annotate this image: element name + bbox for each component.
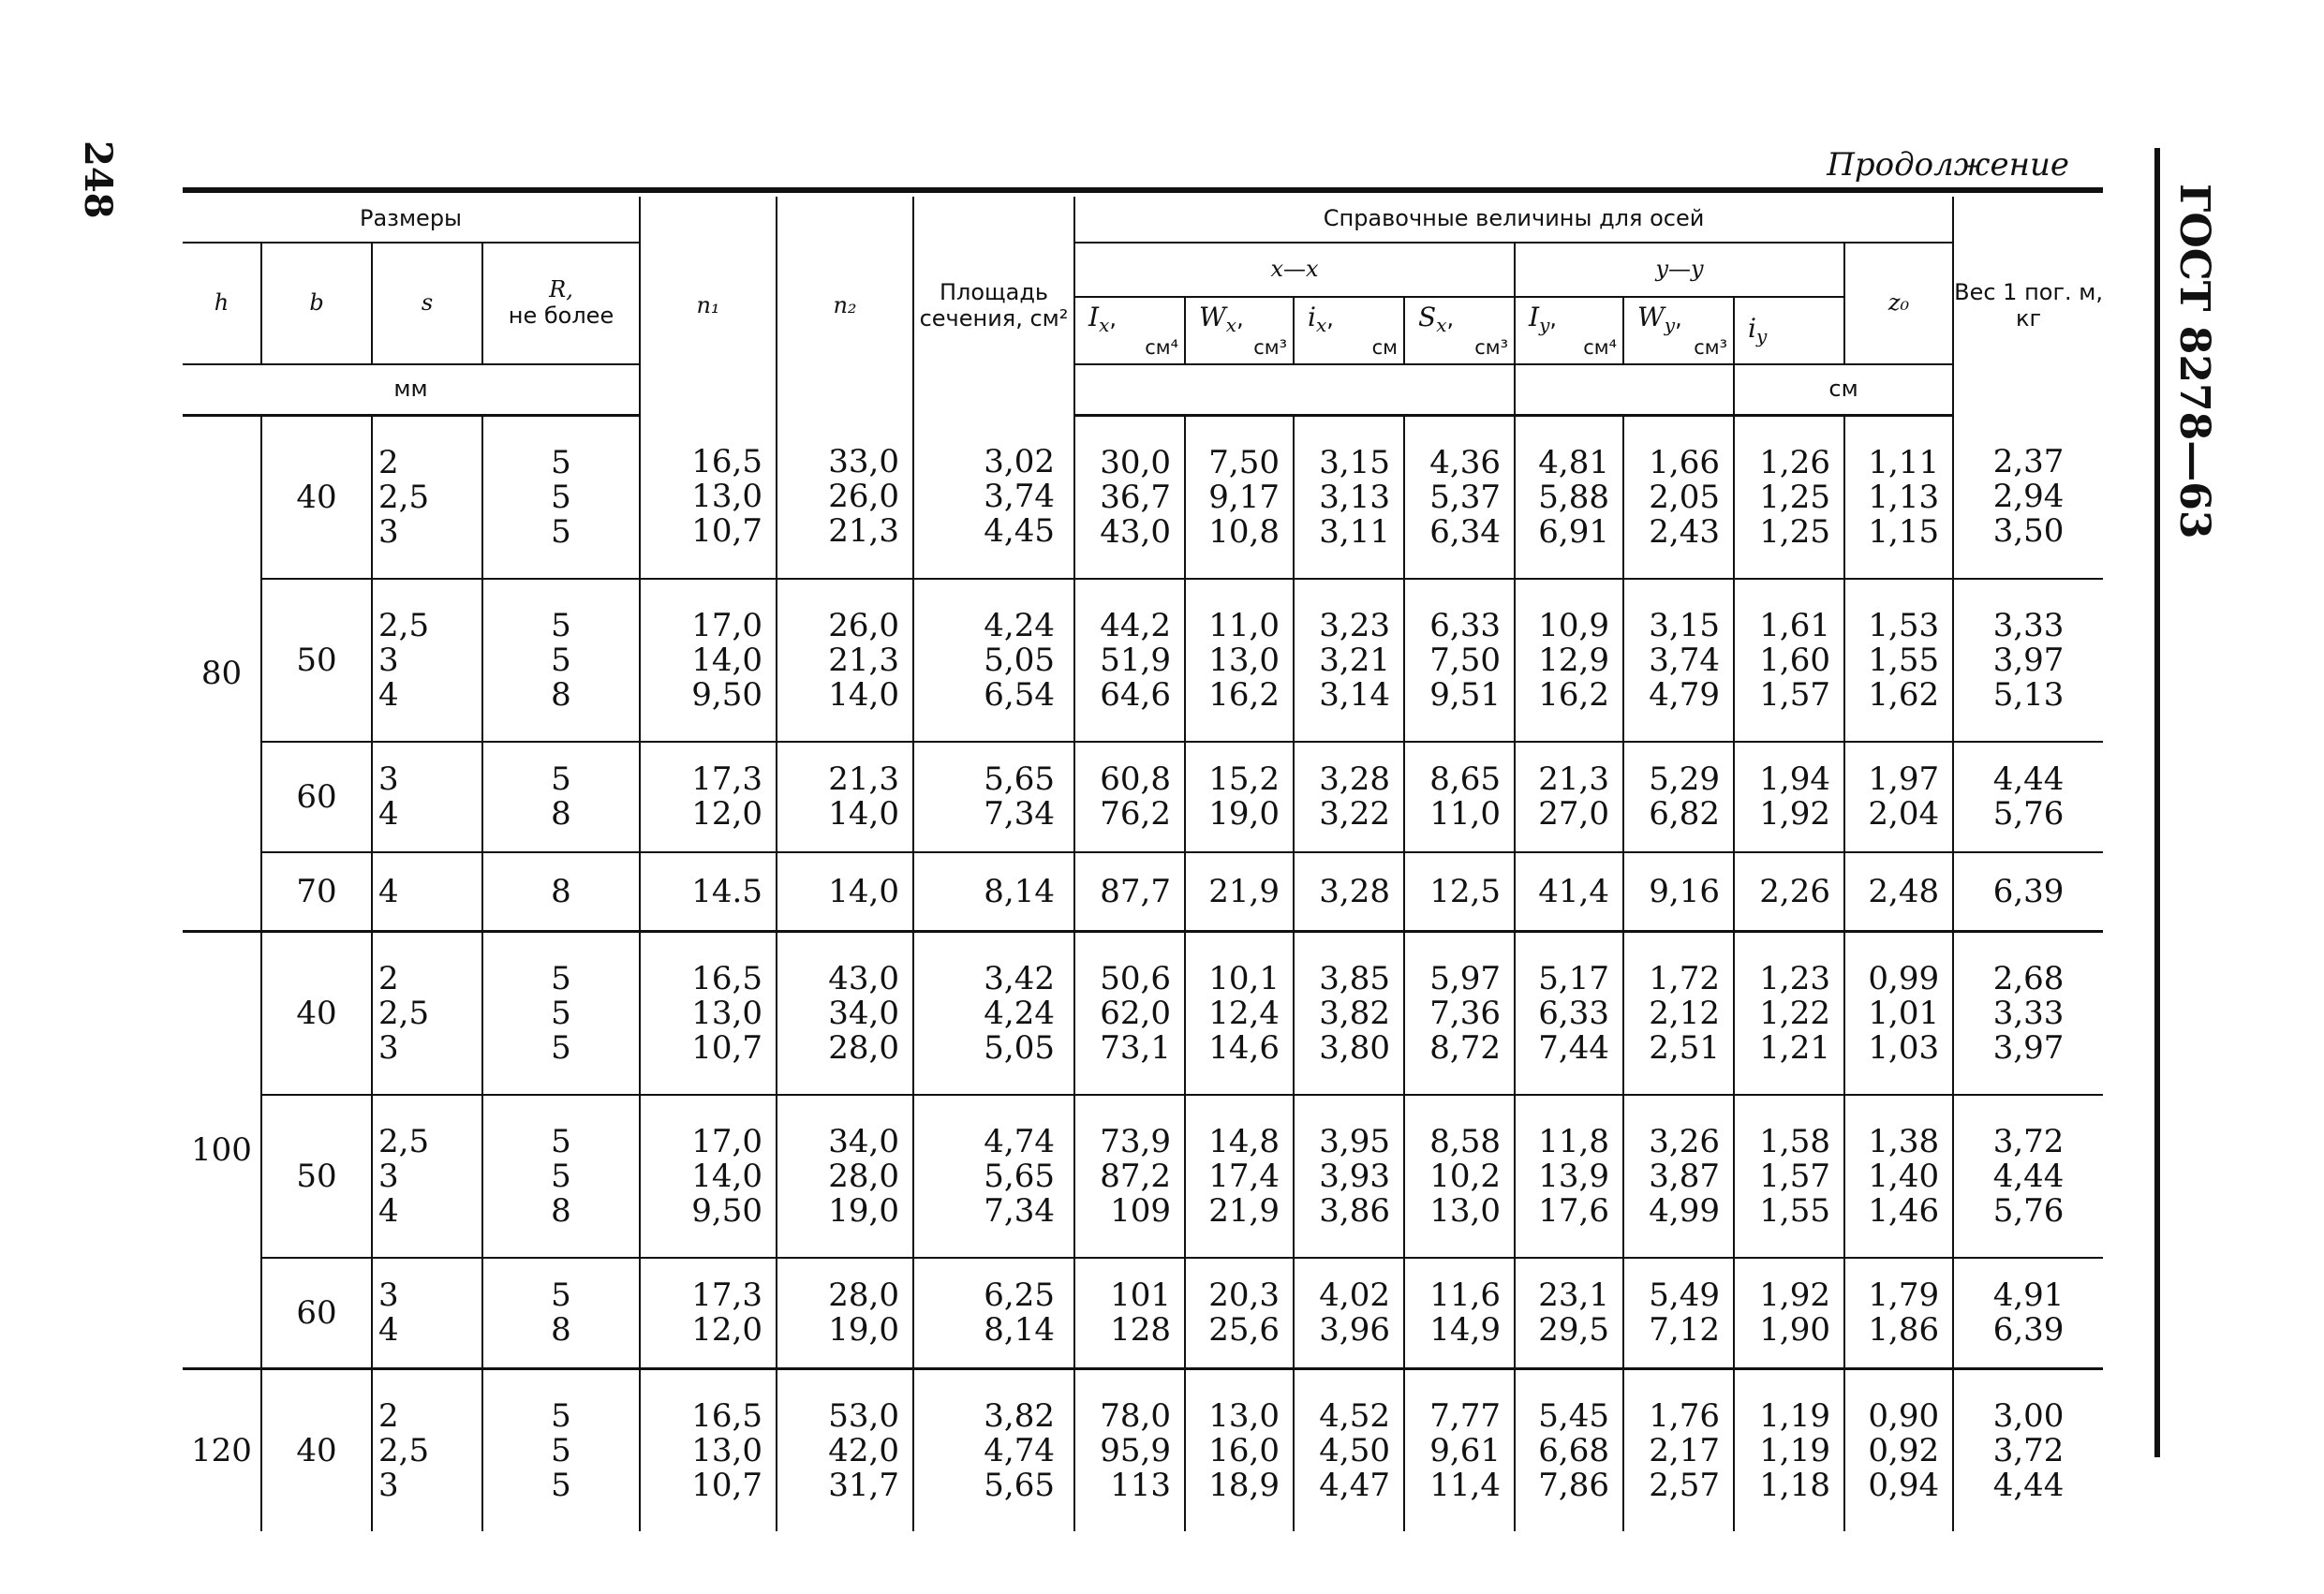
area-cell: 3,82 4,74 5,65 (913, 1369, 1074, 1532)
wy-cell: 9,16 (1623, 852, 1734, 932)
s-cell: 2,5 3 4 (372, 1095, 482, 1258)
z0-cell: 2,48 (1844, 852, 1953, 932)
sx-cell: 7,77 9,61 11,4 (1404, 1369, 1515, 1532)
ix-cell: 101 128 (1074, 1258, 1185, 1369)
sx-cell: 4,36 5,37 6,34 (1404, 416, 1515, 580)
axis-yy-header: y—y (1515, 243, 1844, 297)
table-row (183, 852, 2103, 932)
weight-cell: 2,68 3,33 3,97 (1953, 932, 2103, 1096)
area-cell: 3,42 4,24 5,05 (913, 932, 1074, 1096)
rx-symbol: i (1308, 301, 1316, 332)
rx-cell: 4,52 4,50 4,47 (1294, 1369, 1404, 1532)
n1-cell: 16,5 13,0 10,7 (640, 932, 777, 1096)
rx-cell: 3,28 3,22 (1294, 742, 1404, 852)
ry-cell: 1,19 1,19 1,18 (1734, 1369, 1844, 1532)
ry-symbol: i (1748, 313, 1756, 344)
b-cell: 40 (261, 932, 372, 1096)
wy-subscript: y (1664, 313, 1676, 336)
n1-cell: 17,0 14,0 9,50 (640, 579, 777, 742)
rx-subscript: x (1315, 313, 1327, 336)
iy-cell: 11,8 13,9 17,6 (1515, 1095, 1623, 1258)
mm-header: мм (183, 364, 640, 416)
n2-cell: 14,0 (777, 852, 913, 932)
axis-xx-header: x—x (1074, 243, 1515, 297)
top-rule (183, 187, 2103, 193)
ix-unit: см⁴ (1145, 335, 1178, 359)
b-cell: 40 (261, 1369, 372, 1532)
ry-cell: 1,94 1,92 (1734, 742, 1844, 852)
z0-header: z₀ (1844, 243, 1953, 364)
n2-cell: 53,0 42,0 31,7 (777, 1369, 913, 1532)
b-cell: 50 (261, 579, 372, 742)
r-cell: 5 5 8 (482, 1095, 640, 1258)
table-row (183, 1258, 2103, 1369)
s-cell: 3 4 (372, 742, 482, 852)
b-cell: 40 (261, 416, 372, 580)
ry-cell: 1,23 1,22 1,21 (1734, 932, 1844, 1096)
wx-cell: 11,0 13,0 16,2 (1185, 579, 1294, 742)
n1-header: n₁ (640, 197, 777, 416)
r-cell: 5 8 (482, 742, 640, 852)
ix-cell: 73,9 87,2 109 (1074, 1095, 1185, 1258)
r-symbol: R, (549, 276, 573, 303)
n1-cell: 14.5 (640, 852, 777, 932)
table-row (183, 932, 2103, 1096)
sx-cell: 8,65 11,0 (1404, 742, 1515, 852)
z0-cell: 0,99 1,01 1,03 (1844, 932, 1953, 1096)
wy-cell: 3,15 3,74 4,79 (1623, 579, 1734, 742)
r-cell: 8 (482, 852, 640, 932)
iy-symbol: I (1529, 301, 1540, 332)
wx-subscript: x (1225, 313, 1237, 336)
wx-cell: 14,8 17,4 21,9 (1185, 1095, 1294, 1258)
weight-cell: 3,33 3,97 5,13 (1953, 579, 2103, 742)
b-header: b (261, 243, 372, 364)
b-cell: 50 (261, 1095, 372, 1258)
rx-cell: 3,15 3,13 3,11 (1294, 416, 1404, 580)
iy-cell: 4,81 5,88 6,91 (1515, 416, 1623, 580)
ix-cell: 87,7 (1074, 852, 1185, 932)
sx-header: $S_x$, см³ (1404, 297, 1515, 364)
weight-cell: 4,44 5,76 (1953, 742, 2103, 852)
r-cell: 5 5 5 (482, 1369, 640, 1532)
wx-cell: 7,50 9,17 10,8 (1185, 416, 1294, 580)
rx-cell: 3,85 3,82 3,80 (1294, 932, 1404, 1096)
rx-cell: 3,95 3,93 3,86 (1294, 1095, 1404, 1258)
sx-subscript: x (1436, 313, 1447, 336)
area-header: Площадь сечения, см² (913, 197, 1074, 416)
wy-unit: см³ (1694, 335, 1727, 359)
s-cell: 4 (372, 852, 482, 932)
wx-cell: 13,0 16,0 18,9 (1185, 1369, 1294, 1532)
s-cell: 2 2,5 3 (372, 1369, 482, 1532)
sx-cell: 6,33 7,50 9,51 (1404, 579, 1515, 742)
wy-cell: 1,72 2,12 2,51 (1623, 932, 1734, 1096)
continuation-label: Продолжение (1827, 146, 2069, 184)
table-row (183, 742, 2103, 852)
n1-cell: 17,0 14,0 9,50 (640, 1095, 777, 1258)
ry-cell: 1,61 1,60 1,57 (1734, 579, 1844, 742)
standard-label: ГОСТ 8278—63 (2170, 184, 2218, 539)
wx-cell: 10,1 12,4 14,6 (1185, 932, 1294, 1096)
ix-header: $I_x$, см⁴ (1074, 297, 1185, 364)
iy-unit: см⁴ (1583, 335, 1617, 359)
sx-symbol: S (1418, 301, 1437, 332)
area-cell: 8,14 (913, 852, 1074, 932)
n2-cell: 26,0 21,3 14,0 (777, 579, 913, 742)
sx-cell: 8,58 10,2 13,0 (1404, 1095, 1515, 1258)
iy-cell: 21,3 27,0 (1515, 742, 1623, 852)
table-row (183, 579, 2103, 742)
s-header: s (372, 243, 482, 364)
table-row (183, 1095, 2103, 1258)
weight-cell: 3,72 4,44 5,76 (1953, 1095, 2103, 1258)
area-cell: 6,25 8,14 (913, 1258, 1074, 1369)
yy-units-spacer (1515, 364, 1734, 416)
wy-cell: 1,66 2,05 2,43 (1623, 416, 1734, 580)
table-row (183, 1369, 2103, 1532)
wy-cell: 5,49 7,12 (1623, 1258, 1734, 1369)
weight-cell: 2,37 2,94 3,50 (1953, 416, 2103, 580)
s-cell: 3 4 (372, 1258, 482, 1369)
reference-header: Справочные величины для осей (1074, 197, 1953, 243)
n2-cell: 21,3 14,0 (777, 742, 913, 852)
ix-cell: 78,0 95,9 113 (1074, 1369, 1185, 1532)
iy-cell: 10,9 12,9 16,2 (1515, 579, 1623, 742)
iy-cell: 5,45 6,68 7,86 (1515, 1369, 1623, 1532)
rx-cell: 3,23 3,21 3,14 (1294, 579, 1404, 742)
wy-symbol: W (1637, 301, 1665, 332)
z0-cell: 1,38 1,40 1,46 (1844, 1095, 1953, 1258)
z0-cell: 1,53 1,55 1,62 (1844, 579, 1953, 742)
area-cell: 5,65 7,34 (913, 742, 1074, 852)
area-cell: 4,24 5,05 6,54 (913, 579, 1074, 742)
b-cell: 60 (261, 742, 372, 852)
iy-header: $I_y$, см⁴ (1515, 297, 1623, 364)
xx-units-spacer (1074, 364, 1515, 416)
table-body (183, 416, 2103, 1532)
n1-cell: 17,3 12,0 (640, 1258, 777, 1369)
n1-cell: 16,5 13,0 10,7 (640, 416, 777, 580)
r-note: не более (508, 303, 614, 329)
s-cell: 2 2,5 3 (372, 932, 482, 1096)
h-cell: 80 (183, 416, 261, 932)
h-cell: 100 (183, 932, 261, 1369)
r-header (482, 243, 640, 364)
ix-cell: 50,6 62,0 73,1 (1074, 932, 1185, 1096)
rx-cell: 3,28 (1294, 852, 1404, 932)
rx-unit: см (1371, 335, 1398, 359)
ry-subscript: y (1755, 325, 1768, 347)
n2-cell: 28,0 19,0 (777, 1258, 913, 1369)
ry-cell: 1,26 1,25 1,25 (1734, 416, 1844, 580)
z0-cell: 1,11 1,13 1,15 (1844, 416, 1953, 580)
r-cell: 5 5 5 (482, 932, 640, 1096)
s-cell: 2,5 3 4 (372, 579, 482, 742)
rx-header: $i_x$, см (1294, 297, 1404, 364)
ix-subscript: x (1099, 313, 1110, 336)
ry-header (1734, 297, 1844, 364)
iy-cell: 5,17 6,33 7,44 (1515, 932, 1623, 1096)
wy-header: $W_y$, см³ (1623, 297, 1734, 364)
area-cell: 3,02 3,74 4,45 (913, 416, 1074, 580)
sx-cell: 5,97 7,36 8,72 (1404, 932, 1515, 1096)
rx-cell: 4,02 3,96 (1294, 1258, 1404, 1369)
wx-cell: 15,2 19,0 (1185, 742, 1294, 852)
sizes-header: Размеры (183, 197, 640, 243)
ix-cell: 30,0 36,7 43,0 (1074, 416, 1185, 580)
z0-cell: 1,97 2,04 (1844, 742, 1953, 852)
h-header: h (183, 243, 261, 364)
ry-cell: 1,92 1,90 (1734, 1258, 1844, 1369)
ix-symbol: I (1088, 301, 1100, 332)
iy-cell: 23,1 29,5 (1515, 1258, 1623, 1369)
r-cell: 5 8 (482, 1258, 640, 1369)
n1-cell: 16,5 13,0 10,7 (640, 1369, 777, 1532)
weight-cell: 3,00 3,72 4,44 (1953, 1369, 2103, 1532)
ry-cell: 2,26 (1734, 852, 1844, 932)
area-cell: 4,74 5,65 7,34 (913, 1095, 1074, 1258)
wy-cell: 5,29 6,82 (1623, 742, 1734, 852)
z0-cell: 0,90 0,92 0,94 (1844, 1369, 1953, 1532)
weight-cell: 4,91 6,39 (1953, 1258, 2103, 1369)
wx-cell: 20,3 25,6 (1185, 1258, 1294, 1369)
sx-unit: см³ (1474, 335, 1508, 359)
r-cell: 5 5 8 (482, 579, 640, 742)
weight-header: Вес 1 пог. м, кг (1953, 197, 2103, 416)
weight-cell: 6,39 (1953, 852, 2103, 932)
cm-header: см (1734, 364, 1953, 416)
sx-cell: 12,5 (1404, 852, 1515, 932)
s-cell: 2 2,5 3 (372, 416, 482, 580)
n1-cell: 17,3 12,0 (640, 742, 777, 852)
b-cell: 70 (261, 852, 372, 932)
b-cell: 60 (261, 1258, 372, 1369)
ry-cell: 1,58 1,57 1,55 (1734, 1095, 1844, 1258)
n2-cell: 34,0 28,0 19,0 (777, 1095, 913, 1258)
profile-table (183, 197, 2103, 1531)
wx-unit: см³ (1253, 335, 1287, 359)
z0-cell: 1,79 1,86 (1844, 1258, 1953, 1369)
iy-subscript: y (1539, 313, 1550, 336)
ix-cell: 44,2 51,9 64,6 (1074, 579, 1185, 742)
margin-rule (2154, 148, 2160, 1457)
h-cell: 120 (183, 1369, 261, 1532)
iy-cell: 41,4 (1515, 852, 1623, 932)
wx-cell: 21,9 (1185, 852, 1294, 932)
table-row (183, 416, 2103, 580)
page-number: 248 (76, 140, 120, 219)
n2-header: n₂ (777, 197, 913, 416)
n2-cell: 33,0 26,0 21,3 (777, 416, 913, 580)
sx-cell: 11,6 14,9 (1404, 1258, 1515, 1369)
wy-cell: 1,76 2,17 2,57 (1623, 1369, 1734, 1532)
ix-cell: 60,8 76,2 (1074, 742, 1185, 852)
wx-header: $W_x$, см³ (1185, 297, 1294, 364)
wy-cell: 3,26 3,87 4,99 (1623, 1095, 1734, 1258)
r-cell: 5 5 5 (482, 416, 640, 580)
n2-cell: 43,0 34,0 28,0 (777, 932, 913, 1096)
wx-symbol: W (1199, 301, 1226, 332)
